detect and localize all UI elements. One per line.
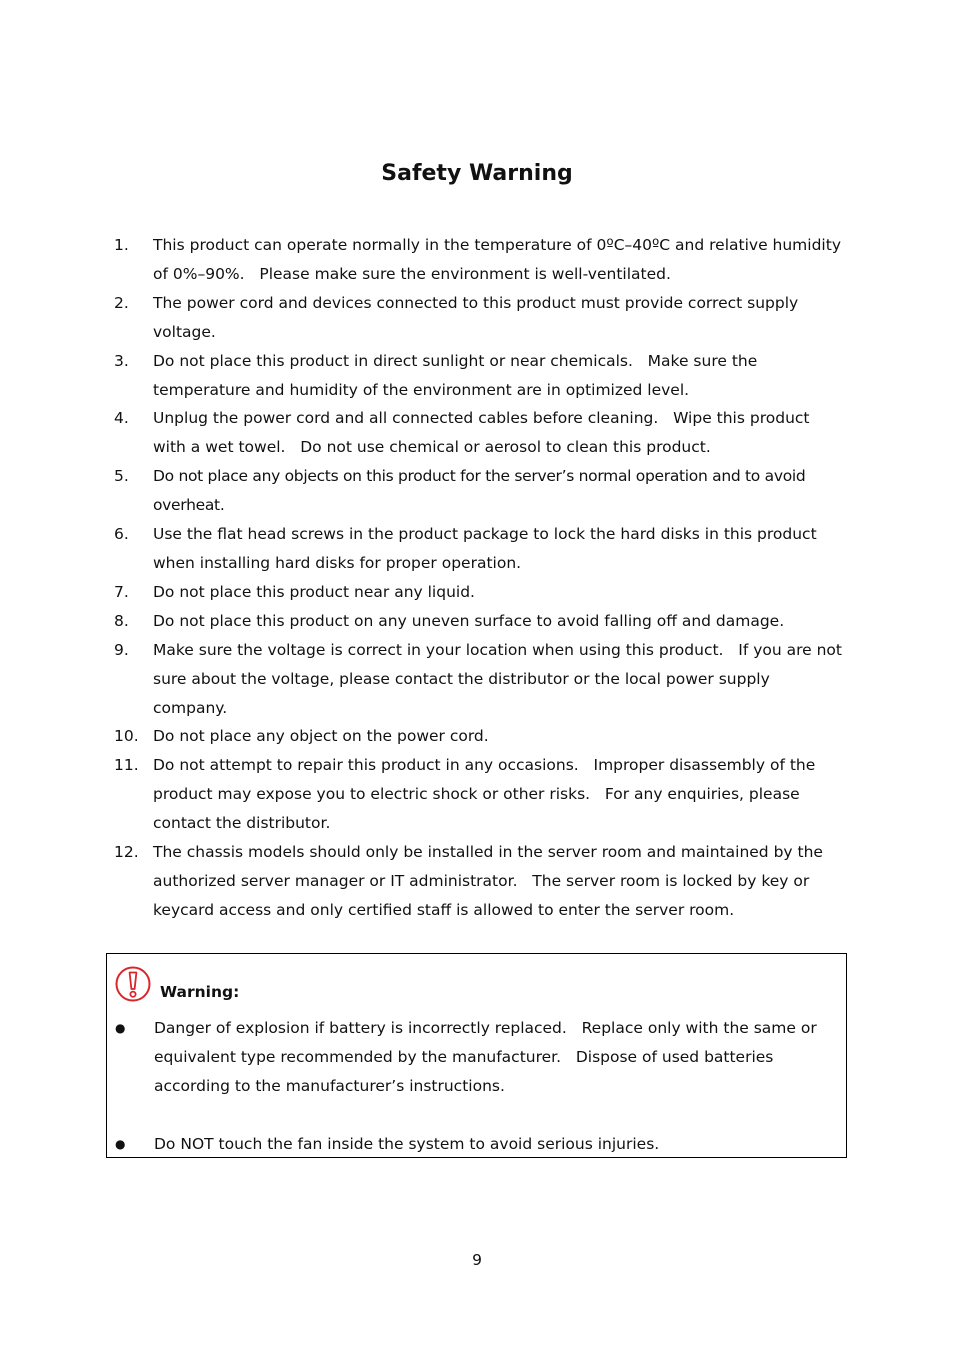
item-number: 11. (114, 756, 139, 775)
list-item (114, 520, 842, 578)
item-text: The chassis models should only be installed in the server room and maintained by the authorized server manager or IT administrator. The server room is locked by key or keycard access and only certified staff is allowed to enter the server room. (153, 843, 828, 919)
item-number: 8. (114, 611, 129, 630)
item-text: Do not place this product on any uneven surface to avoid falling off and damage. (153, 611, 785, 630)
warning-bullet-item (115, 1130, 843, 1159)
item-number: 4. (114, 409, 129, 428)
bullet-icon: ● (115, 1021, 126, 1035)
item-text: Do not attempt to repair this product in any occasions. Improper disassembly of the product may expose you to electric shock or other risks. For any enquiries, please contact the distributor. (153, 756, 821, 833)
page-number: 9 (472, 1251, 482, 1269)
bullet-text: Do NOT touch the fan inside the system to avoid serious injuries. (154, 1134, 660, 1153)
list-item (114, 347, 842, 405)
warning-bullet-item (115, 1014, 843, 1101)
item-number: 2. (114, 293, 129, 312)
warning-box (106, 953, 847, 1158)
item-number: 3. (114, 351, 129, 370)
item-text: Use the flat head screws in the product package to lock the hard disks in this product when installing hard disks for proper operation. (153, 525, 822, 572)
exclamation-circle-icon (115, 966, 151, 1002)
list-item (114, 751, 842, 838)
item-number: 7. (114, 582, 129, 601)
bullet-text: Danger of explosion if battery is incorrectly replaced. Replace only with the same or equivalent type recommended by the manufacturer. Dispose of used batteries according to the manufacturer’s instructions. (154, 1019, 822, 1095)
warning-label: Warning: (160, 983, 240, 1001)
safety-list (114, 231, 847, 925)
item-text: This product can operate normally in the temperature of 0ºC–40ºC and relative humidity of 0%–90%. Please make sure the environment is well-ventilated. (153, 236, 846, 283)
item-number: 10. (114, 727, 139, 746)
item-text: Unplug the power cord and all connected cables before cleaning. Wipe this product with a wet towel. Do not use chemical or aerosol to clean this product. (153, 409, 815, 457)
item-text: Do not place this product near any liquid. (153, 582, 475, 601)
item-text: The power cord and devices connected to this product must provide correct supply voltage. (153, 293, 804, 341)
list-item (114, 636, 847, 723)
page-title: Safety Warning (381, 161, 573, 186)
item-number: 12. (114, 843, 139, 862)
list-item (114, 838, 842, 925)
list-item (114, 722, 842, 751)
list-item (114, 289, 842, 347)
item-text: Do not place any object on the power cord. (153, 727, 489, 746)
item-number: 5. (114, 467, 129, 486)
item-number: 1. (114, 236, 129, 254)
item-number: 9. (114, 640, 129, 659)
list-item (114, 462, 842, 520)
list-item (114, 607, 842, 636)
bullet-icon: ● (115, 1136, 126, 1151)
warning-header (115, 966, 239, 1002)
item-text: Do not place this product in direct sunlight or near chemicals. Make sure the temperature and humidity of the environment are in optimized level. (153, 351, 763, 399)
item-text: Make sure the voltage is correct in your location when using this product. If you are not sure about the voltage, please contact the distributor or the local power supply company. (153, 640, 847, 717)
list-item (114, 578, 842, 607)
item-number: 6. (114, 525, 129, 544)
list-item (114, 231, 846, 289)
item-text: Do not place any objects on this product for the server’s normal operation and to avoid overheat. (153, 467, 811, 515)
list-item (114, 404, 842, 462)
warning-bullet-list (115, 1014, 843, 1159)
